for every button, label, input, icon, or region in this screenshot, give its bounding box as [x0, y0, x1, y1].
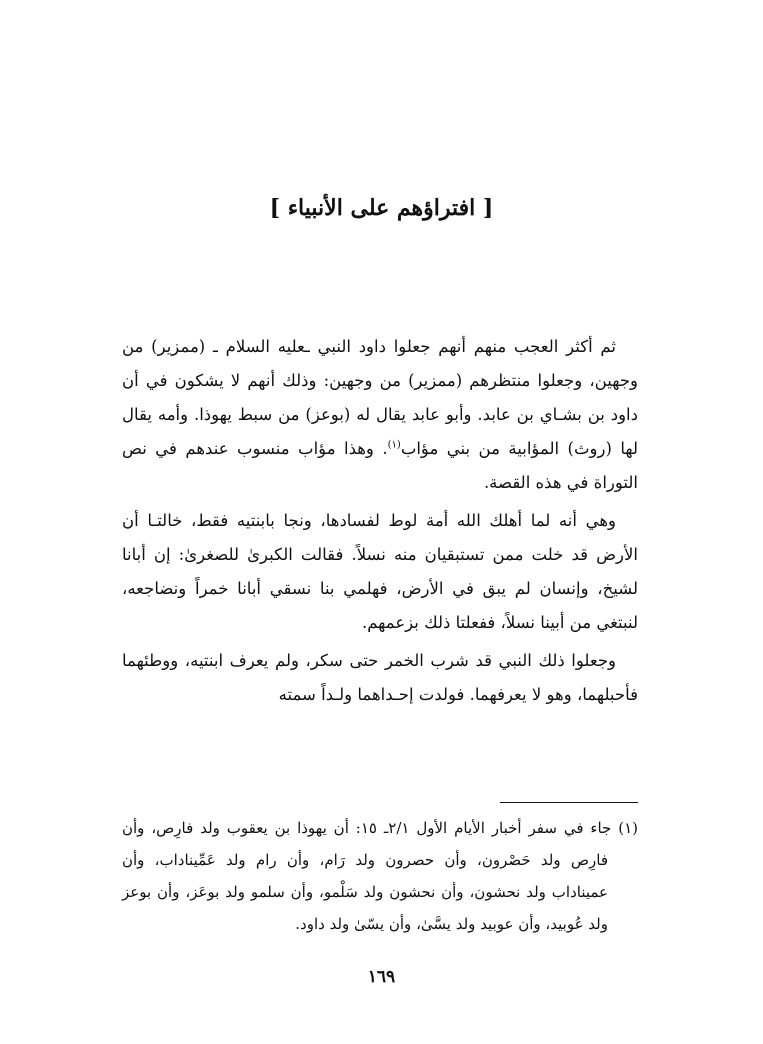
footnote-marker: (١)	[618, 819, 638, 837]
paragraph-1	[122, 330, 638, 500]
paragraph-3: وجعلوا ذلك النبي قد شرب الخمر حتى سكر، ولم يعرف ابنتيه، ووطئهما فأحبلهما، وهو لا يعرفهما. فولدت إحـداهما ولـداً سمته	[122, 651, 638, 704]
paragraph-1-text: ثم أكثر العجب منهم أنهم جعلوا داود النبي ـعليه السلام ـ (ممزير) من وجهين، وجعلوا منتظرهم (ممزير) من وجهين: وذلك أنهم لا يشكون في أن داود بن بشـاي بن عابد. وأبو عابد يقال له (بوعز) من سبط يهوذا. وأمه يقال لها (روث) المؤابية من بني مؤاب	[122, 337, 638, 458]
footnote-text: جاء في سفر أخبار الأيام الأول ٢/١ـ ١٥: أن يهوذا بن يعقوب ولد فارِص، وأن فارِص ولد حَصْرون، وأن حصرون ولد رَام، وأن رام ولد عَمِّيناداب، وأن عميناداب ولد نحشون، وأن نحشون ولد سَلْمو، وأن سلمو ولد بوعَز، وأن بوعز ولد عُوبيد، وأن عوبيد ولد يسَّىٰ، وأن يسّىٰ ولد داود.	[122, 819, 612, 933]
paragraph-2: وهي أنه لما أهلك الله أمة لوط لفسادها، ونجا بابنتيه فقط، خالتـا أن الأرض قد خلت ممن تستبقيان منه نسلاً. فقالت الكبرىٰ للصغرىٰ: إن أبانا لشيخ، وإنسان لم يبق في الأرض، فهلمي بنا نسقي أبانا خمراً ونضاجعه، لنبتغي من أبينا نسلاً، ففعلتا ذلك بزعمهم.	[122, 511, 638, 632]
footnote-body	[122, 812, 638, 940]
paragraph-1-text-end: . وهذا مؤاب منسوب عندهم في نص التوراة في هذه القصة.	[122, 439, 638, 492]
main-text	[122, 330, 638, 716]
chapter-heading: [ افتراؤهم على الأنبياء ]	[269, 195, 494, 221]
footnote-divider	[500, 802, 638, 803]
page-number: ١٦٩	[367, 967, 396, 987]
footnote-reference[interactable]: (١)	[387, 439, 401, 451]
footnote	[122, 812, 638, 940]
